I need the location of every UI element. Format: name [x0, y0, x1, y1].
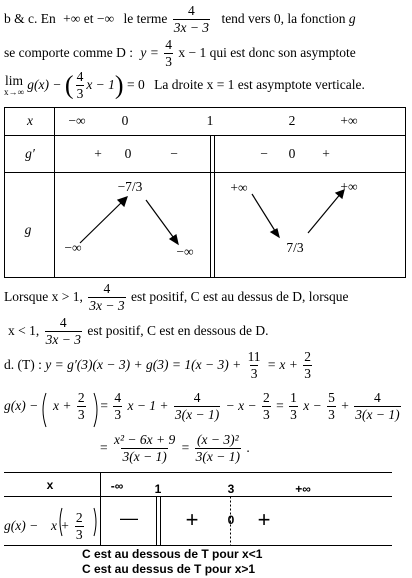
intro-text: La droite x = 1 est asymptote verticale. [154, 76, 365, 92]
denominator: 3(x − 1) [195, 449, 240, 465]
fraction [174, 391, 220, 422]
tangent-label: d. (T) : [4, 356, 42, 372]
fraction [327, 391, 336, 422]
numerator: 4 [59, 315, 67, 330]
g-value: −∞ [176, 244, 194, 259]
denominator: 3 [262, 407, 270, 423]
fraction [303, 350, 312, 381]
table-x-val: +∞ [340, 113, 358, 128]
equals: = [181, 439, 190, 455]
equals: = [100, 439, 108, 455]
fraction [75, 511, 84, 542]
numerator: 11 [247, 349, 261, 364]
denominator: 3(x − 1) [355, 407, 400, 423]
expression: x − 1 [86, 76, 115, 92]
denominator: 3x − 3 [173, 20, 210, 36]
sign: 0 [124, 146, 132, 161]
expression: x + [52, 397, 72, 413]
denominator: 3 [304, 366, 312, 382]
numerator: 4 [76, 69, 84, 84]
numerator: 4 [188, 3, 195, 18]
numerator: 4 [103, 281, 111, 296]
fraction [195, 433, 241, 464]
arrow-up [308, 192, 342, 233]
function-name: g [348, 10, 356, 26]
table-x-val: 2 [288, 113, 296, 128]
fraction [77, 391, 86, 422]
fraction [88, 282, 125, 313]
lim-sub: x→∞ [4, 86, 24, 97]
equals: = [100, 397, 108, 413]
table-g-label: g [24, 222, 32, 237]
g-value: −7/3 [117, 179, 143, 194]
arrow-down [252, 194, 277, 234]
g-value: +∞ [230, 180, 248, 195]
denominator: 3 [328, 407, 335, 423]
sign: 0 [227, 513, 235, 527]
fraction [45, 316, 82, 347]
table2-x-val: +∞ [295, 482, 311, 496]
fraction [262, 391, 271, 422]
paragraph-text: est positif, C est en dessous de D. [87, 322, 269, 338]
numerator: 4 [374, 390, 381, 405]
intro-text: x − 1 qui est donc son asymptote [178, 44, 356, 60]
sign: + [257, 507, 271, 532]
denominator: 3x − 3 [45, 332, 81, 348]
table2-row-label [4, 511, 86, 542]
denominator: 3 [75, 527, 83, 543]
sign: − [260, 146, 268, 161]
g-value: −∞ [64, 240, 82, 255]
table-x-label: x [27, 113, 33, 128]
numerator: 4 [165, 37, 172, 52]
period: . [246, 439, 250, 455]
denominator: 3(x − 1) [174, 407, 220, 423]
arrow-up [80, 199, 125, 243]
denominator: 3(x − 1) [122, 449, 167, 465]
fraction [247, 350, 262, 381]
arrow-down [146, 200, 176, 241]
tangent-line [4, 350, 314, 381]
g-value: 7/3 [286, 240, 304, 255]
intro-line-3: lim x→∞ g(x) − ( $\frac{4}{3}$ x − 1) = 0 La droite x = 1 est asymptote verticale. [4, 69, 365, 102]
expression: = 0 [126, 76, 145, 92]
table2-x-label: x [46, 478, 54, 492]
paragraph-text: x < 1, [8, 322, 40, 338]
table2-x-val: 3 [227, 482, 235, 496]
fraction [289, 391, 298, 422]
expression: g(x) − [4, 397, 39, 413]
denominator: 3 [114, 407, 122, 423]
fraction [113, 433, 176, 464]
infinity-text: +∞ et −∞ [63, 10, 115, 26]
sign: − [170, 146, 178, 161]
numerator: 2 [77, 390, 85, 405]
sign: + [185, 507, 199, 532]
denominator: 3x − 3 [89, 298, 125, 314]
table-gprime-label: g′ [25, 146, 35, 161]
position-line-1 [4, 282, 348, 313]
denominator: 3 [76, 86, 84, 102]
numerator: 1 [290, 390, 297, 405]
fraction [113, 391, 122, 422]
lim-text: lim [4, 73, 23, 89]
sign: — [120, 508, 138, 528]
difference-line-2 [100, 433, 250, 464]
paragraph-text: Lorsque x > 1, [4, 288, 83, 304]
expression: g(x) − [4, 517, 39, 533]
paragraph-text: est positif, C est au dessus de D, lorsque [130, 288, 349, 304]
table2-x-val: 1 [154, 482, 162, 496]
expression: x − 1 + [127, 397, 169, 413]
expression: x − [303, 397, 322, 413]
conclusion-line-2: C est au dessus de T pour x>1 [82, 562, 256, 576]
tangent-eq: = x + [266, 356, 298, 372]
table-x-val: 1 [206, 113, 214, 128]
table2-x-val: -∞ [110, 479, 124, 493]
fraction [354, 391, 400, 422]
numerator: 4 [193, 390, 201, 405]
position-line-2 [8, 316, 268, 347]
table-x-val: −∞ [68, 113, 86, 128]
numerator: 4 [114, 390, 122, 405]
numerator: 2 [75, 510, 83, 525]
equation: y = [140, 44, 159, 60]
numerator: 5 [328, 390, 335, 405]
tangent-eq: y = g′(3)(x − 3) + g(3) = 1(x − 3) + [45, 356, 242, 372]
expression: g(x) − [27, 76, 62, 92]
table-x-val: 0 [121, 113, 129, 128]
equals: = [276, 397, 284, 413]
denominator: 3 [290, 407, 297, 423]
denominator: 3 [250, 366, 258, 382]
expression: x + [50, 517, 70, 533]
intro-text: se comporte comme D : [4, 44, 133, 60]
sign: + [94, 146, 102, 161]
denominator: 3 [165, 54, 172, 70]
numerator: 2 [304, 349, 312, 364]
intro-text: b & c. En [4, 10, 56, 26]
numerator: (x − 3)² [196, 432, 239, 447]
denominator: 3 [77, 407, 85, 423]
plus: + [341, 397, 349, 413]
intro-text: tend vers 0, la fonction [221, 10, 346, 26]
numerator: 2 [262, 390, 270, 405]
sign: 0 [288, 146, 296, 161]
difference-line-1 [4, 391, 403, 422]
conclusion-line-1: C est au dessous de T pour x<1 [82, 547, 263, 561]
g-value: +∞ [340, 179, 358, 194]
sign: + [322, 146, 330, 161]
expression: − x − [225, 397, 257, 413]
numerator: x² − 6x + 9 [114, 432, 176, 447]
intro-text: le terme [123, 10, 168, 26]
